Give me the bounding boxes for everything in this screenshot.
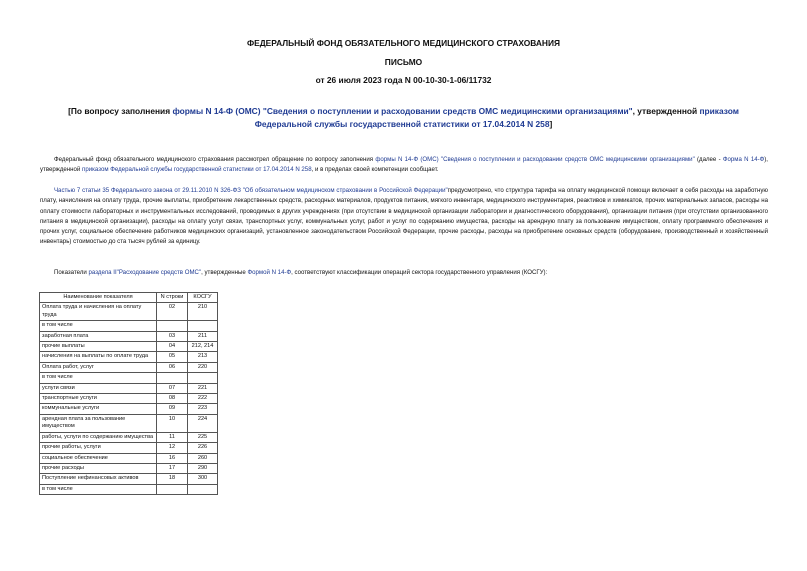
- cell-kosgu: [188, 484, 218, 494]
- cell-kosgu: 220: [188, 362, 218, 372]
- cell-indicator-name: заработная плата: [40, 331, 157, 341]
- table-header-row: [40, 293, 218, 303]
- table-row: [40, 394, 218, 404]
- subject-text: ]: [549, 119, 553, 129]
- paragraph-text: Показатели: [54, 269, 89, 276]
- cell-kosgu: 300: [188, 474, 218, 484]
- header-indicator-name: Наименование показателя: [40, 293, 157, 303]
- cell-row-number: 07: [157, 383, 188, 393]
- cell-indicator-name: Оплата труда и начисления на оплату труда: [40, 303, 157, 321]
- paragraph-text: , утвержденные: [201, 269, 248, 276]
- paragraph-text: Федеральный фонд обязательного медицинского страхования рассмотрел обращение по вопросу заполнения: [54, 156, 376, 163]
- cell-kosgu: 211: [188, 331, 218, 341]
- cell-row-number: 03: [157, 331, 188, 341]
- cell-row-number: 05: [157, 352, 188, 362]
- table-row: [40, 342, 218, 352]
- form-14f-short-link[interactable]: Формой N 14-Ф: [247, 269, 292, 276]
- header-kosgu: КОСГУ: [188, 293, 218, 303]
- order-258-link[interactable]: приказом Федеральной службы государственной статистики от 17.04.2014 N 258: [82, 166, 312, 174]
- cell-indicator-name: коммунальные услуги: [40, 404, 157, 414]
- cell-indicator-name: услуги связи: [40, 383, 157, 393]
- cell-kosgu: 221: [188, 383, 218, 393]
- cell-indicator-name: арендная плата за пользование имуществом: [40, 414, 157, 432]
- table-row: [40, 443, 218, 453]
- document-subject: [40, 105, 767, 131]
- form-14f-short-link[interactable]: Форма N 14-Ф: [722, 156, 765, 163]
- cell-row-number: 09: [157, 404, 188, 414]
- form-14f-link[interactable]: формы N 14-Ф (ОМС) "Сведения о поступлении и расходовании средств ОМС медицинскими организациями": [172, 106, 633, 116]
- table-row: [40, 383, 218, 393]
- cell-row-number: 10: [157, 414, 188, 432]
- form-14f-link[interactable]: формы N 14-Ф (ОМС) "Сведения о поступлении и расходовании средств ОМС медицинскими организациями": [375, 156, 695, 163]
- document-type: ПИСЬМО: [384, 57, 423, 67]
- table-row: [40, 474, 218, 484]
- cell-indicator-name: начисления на выплаты по оплате труда: [40, 352, 157, 362]
- cell-row-number: 11: [157, 432, 188, 442]
- document-date-number: от 26 июля 2023 года N 00-10-30-1-06/11732: [315, 75, 492, 85]
- law-326fz-link[interactable]: Частью 7 статьи 35 Федерального закона от 29.11.2010 N 326-ФЗ "Об обязательном медицинском страховании в Российской Федерации": [54, 187, 448, 194]
- cell-indicator-name: транспортные услуги: [40, 394, 157, 404]
- subject-text: [По вопросу заполнения: [68, 106, 173, 116]
- cell-row-number: [157, 373, 188, 383]
- cell-row-number: 08: [157, 394, 188, 404]
- cell-indicator-name: работы, услуги по содержанию имущества: [40, 432, 157, 442]
- cell-row-number: 18: [157, 474, 188, 484]
- paragraph-text: , соответствуют классификации операций сектора государственного управления (КОСГУ):: [291, 269, 548, 276]
- cell-kosgu: 212, 214: [188, 342, 218, 352]
- cell-kosgu: [188, 321, 218, 331]
- table-row: [40, 432, 218, 442]
- cell-kosgu: 213: [188, 352, 218, 362]
- cell-kosgu: 222: [188, 394, 218, 404]
- subject-text: , утвержденной: [632, 106, 700, 116]
- cell-kosgu: 260: [188, 453, 218, 463]
- cell-row-number: [157, 321, 188, 331]
- cell-indicator-name: Оплата работ, услуг: [40, 362, 157, 372]
- table-row: [40, 484, 218, 494]
- table-row: [40, 453, 218, 463]
- paragraph-text: , и в пределах своей компетенции сообщает.: [311, 166, 439, 174]
- cell-indicator-name: прочие работы, услуги: [40, 443, 157, 453]
- cell-kosgu: 210: [188, 303, 218, 321]
- cell-indicator-name: Поступление нефинансовых активов: [40, 474, 157, 484]
- cell-row-number: 16: [157, 453, 188, 463]
- cell-kosgu: 290: [188, 463, 218, 473]
- cell-indicator-name: в том числе: [40, 484, 157, 494]
- section-2-link[interactable]: раздела II: [88, 269, 117, 276]
- cell-row-number: 02: [157, 303, 188, 321]
- kosgu-table: [39, 292, 218, 495]
- cell-kosgu: 224: [188, 414, 218, 432]
- table-row: [40, 373, 218, 383]
- table-row: [40, 352, 218, 362]
- cell-kosgu: [188, 373, 218, 383]
- cell-row-number: 06: [157, 362, 188, 372]
- table-row: [40, 362, 218, 372]
- paragraph-law: [40, 186, 768, 248]
- cell-indicator-name: прочие расходы: [40, 463, 157, 473]
- cell-kosgu: 225: [188, 432, 218, 442]
- cell-row-number: 04: [157, 342, 188, 352]
- paragraph-text: ), утвержденной: [40, 156, 768, 174]
- section-title-link[interactable]: "Расходование средств ОМС": [116, 269, 202, 276]
- table-row: [40, 303, 218, 321]
- table-row: [40, 463, 218, 473]
- header-row-number: N строки: [157, 293, 188, 303]
- cell-kosgu: 223: [188, 404, 218, 414]
- cell-indicator-name: прочие выплаты: [40, 342, 157, 352]
- cell-indicator-name: в том числе: [40, 321, 157, 331]
- table-row: [40, 331, 218, 341]
- paragraph-text: (далее -: [694, 156, 723, 163]
- cell-row-number: 17: [157, 463, 188, 473]
- cell-row-number: 12: [157, 443, 188, 453]
- paragraph-intro: [40, 155, 768, 176]
- table-row: [40, 404, 218, 414]
- paragraph-text: предусмотрено, что структура тарифа на оплату медицинской помощи включает в себя расходы на заработную плату, начисления на оплату труда, прочие выплаты, приобретение лекарственных средств, расходных материалов, продуктов питания, мягкого инвентаря, медицинского инструментария, реактивов и химикатов, прочих материальных запасов, расходы на оплату стоимости лабораторных и инструментальных исследований, проводимых в других учреждениях (при отсутствии в медицинской организации лаборатории и диагностического оборудования), организации питания (при отсутствии организованного питания в медицинской организации), расходы на оплату услуг связи, транспортных услуг, коммунальных услуг, работ и услуг по содержанию имущества, расходы на арендную плату за пользование имуществом, оплату программного обеспечения и прочих услуг, социальное обеспечение работников медицинских организаций, установленное законодательством Российской Федерации, прочие расходы, расходы на приобретение основных средств (оборудование, производственный и хозяйственный инвентарь) стоимостью до ста тысяч рублей за единицу.: [40, 187, 768, 246]
- paragraph-section: [54, 268, 768, 278]
- table-row: [40, 321, 218, 331]
- table-row: [40, 414, 218, 432]
- org-title: ФЕДЕРАЛЬНЫЙ ФОНД ОБЯЗАТЕЛЬНОГО МЕДИЦИНСКОГО СТРАХОВАНИЯ: [246, 38, 561, 48]
- cell-row-number: [157, 484, 188, 494]
- cell-indicator-name: социальное обеспечение: [40, 453, 157, 463]
- cell-kosgu: 226: [188, 443, 218, 453]
- cell-indicator-name: в том числе: [40, 373, 157, 383]
- order-258-link[interactable]: приказом Федеральной службы государственной статистики от 17.04.2014 N 258: [254, 106, 739, 129]
